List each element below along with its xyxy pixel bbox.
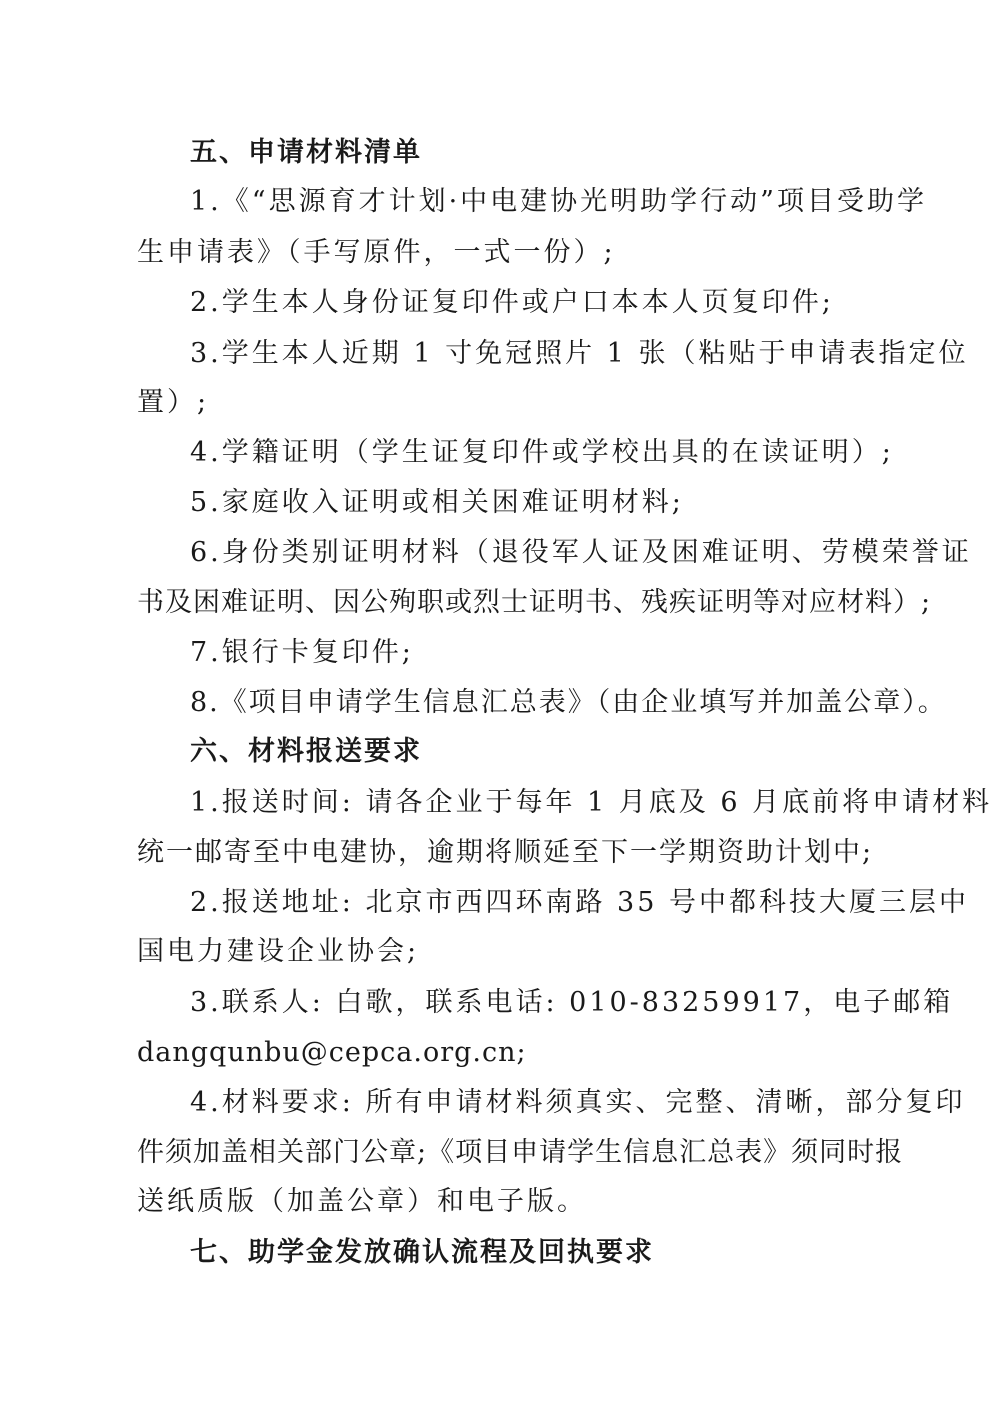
list-item-8: 8.《项目申请学生信息汇总表》（由企业填写并加盖公章）。 [190, 687, 947, 718]
list-item-6-line-1: 6.身份类别证明材料（退役军人证及困难证明、劳模荣誉证 [190, 537, 972, 568]
req-item-4-line-1: 4.材料要求: 所有申请材料须真实、完整、清晰，部分复印 [190, 1087, 966, 1118]
list-item-6-line-2: 书及困难证明、因公殉职或烈士证明书、残疾证明等对应材料）; [137, 587, 932, 618]
req-item-3-line-2: dangqunbu@cepca.org.cn; [137, 1037, 527, 1068]
list-item-3-line-2: 置）; [137, 387, 210, 418]
req-item-1-line-1: 1.报送时间: 请各企业于每年 1 月底及 6 月底前将申请材料 [190, 787, 992, 818]
req-item-2-line-2: 国电力建设企业协会; [137, 936, 420, 967]
list-item-2: 2.学生本人身份证复印件或户口本本人页复印件; [190, 287, 834, 318]
req-item-2-line-1: 2.报送地址: 北京市西四环南路 35 号中都科技大厦三层中 [190, 887, 969, 918]
list-item-1-line-1: 1.《“思源育才计划·中电建协光明助学行动”项目受助学 [190, 186, 927, 217]
list-item-5: 5.家庭收入证明或相关困难证明材料; [190, 487, 684, 518]
req-item-4-line-3: 送纸质版（加盖公章）和电子版。 [137, 1186, 587, 1217]
req-item-4-line-2: 件须加盖相关部门公章;《项目申请学生信息汇总表》须同时报 [137, 1137, 904, 1168]
section-heading-materials-list: 五、申请材料清单 [190, 137, 422, 168]
req-item-3-line-1: 3.联系人: 白歌，联系电话: 010-83259917，电子邮箱 [190, 987, 954, 1018]
section-heading-submission-requirements: 六、材料报送要求 [190, 736, 422, 767]
section-heading-disbursement-confirmation: 七、助学金发放确认流程及回执要求 [190, 1237, 654, 1268]
list-item-1-line-2: 生申请表》（手写原件，一式一份）; [137, 237, 616, 268]
req-item-1-line-2: 统一邮寄至中电建协，逾期将顺延至下一学期资助计划中; [137, 837, 874, 868]
list-item-4: 4.学籍证明（学生证复印件或学校出具的在读证明）; [190, 437, 894, 468]
list-item-3-line-1: 3.学生本人近期 1 寸免冠照片 1 张（粘贴于申请表指定位 [190, 338, 969, 369]
list-item-7: 7.银行卡复印件; [190, 637, 414, 668]
